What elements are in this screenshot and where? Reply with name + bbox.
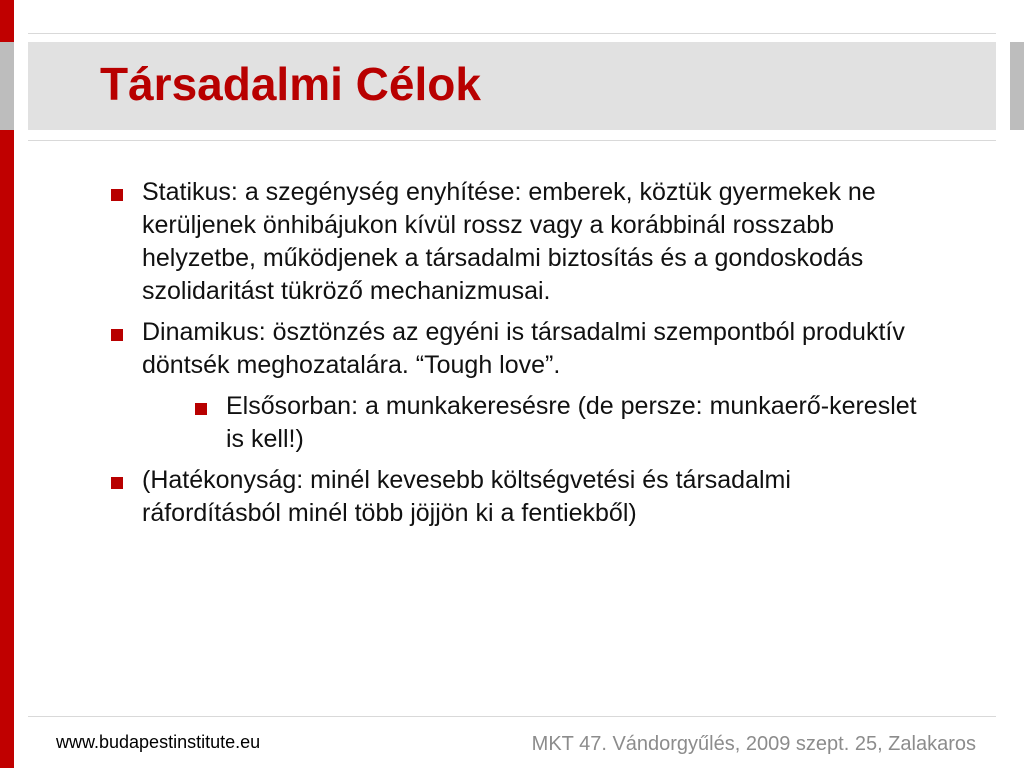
right-grey-block bbox=[1010, 42, 1024, 130]
bullet-text: Dinamikus: ösztönzés az egyéni is társadalmi szempontból produktív döntsék meghozatalára. “Tough love”. bbox=[142, 318, 905, 379]
square-bullet-icon bbox=[111, 189, 123, 201]
footer-event-info: MKT 47. Vándorgyűlés, 2009 szept. 25, Zalakaros bbox=[531, 733, 976, 755]
bullet-text: Elsősorban: a munkakeresésre (de persze: munkaerő-kereslet is kell!) bbox=[226, 392, 917, 453]
sub-bullet-item-elsosorban bbox=[108, 390, 928, 456]
top-rule bbox=[28, 33, 996, 34]
bullet-item-hatekonysag bbox=[108, 464, 928, 530]
square-bullet-icon bbox=[111, 329, 123, 341]
footer-rule bbox=[28, 716, 996, 717]
square-bullet-icon bbox=[195, 403, 207, 415]
bullet-item-statikus bbox=[108, 176, 928, 308]
square-bullet-icon bbox=[111, 477, 123, 489]
bullet-text: Statikus: a szegénység enyhítése: emberek, köztük gyermekek ne kerüljenek önhibájukon kívül rossz vagy a korábbinál rosszabb helyzetbe, működjenek a társadalmi biztosítás és a gondoskodás szolidaritást tükröző mechanizmusai. bbox=[142, 178, 876, 305]
bullet-list bbox=[108, 176, 928, 538]
left-grey-block bbox=[0, 42, 14, 130]
bullet-item-dinamikus bbox=[108, 316, 928, 382]
bullet-text: (Hatékonyság: minél kevesebb költségvetési és társadalmi ráfordításból minél több jöjjön ki a fentiekből) bbox=[142, 466, 791, 527]
slide-title: Társadalmi Célok bbox=[100, 58, 481, 110]
footer-website: www.budapestinstitute.eu bbox=[56, 732, 261, 752]
title-rule bbox=[28, 140, 996, 141]
